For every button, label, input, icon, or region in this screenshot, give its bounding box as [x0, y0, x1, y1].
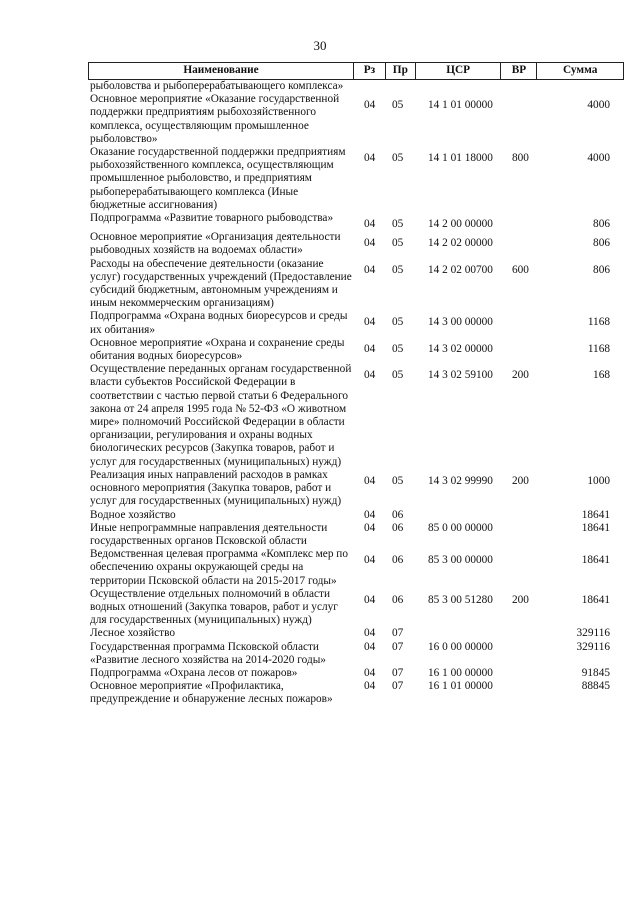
- row-rz: 04: [364, 369, 376, 382]
- row-rz: 04: [364, 152, 376, 165]
- row-vr: [502, 93, 538, 146]
- row-name: Осуществление отдельных полномочий в области водных отношений (Закупка товаров, работ и услуг для государственных (муниципальных) нужд): [90, 587, 338, 627]
- row-name: Расходы на обеспечение деятельности (оказание услуг) государственных учреждений (Предоставление субсидий бюджетным, автономным учреждениям и иным некоммерческим организациям): [90, 257, 352, 310]
- row-csr: 14 2 02 00700: [428, 263, 493, 276]
- row-csr: [416, 509, 502, 522]
- row-sum: 18641: [581, 593, 610, 606]
- row-sum: 806: [593, 237, 610, 250]
- row-pr: 05: [392, 342, 404, 355]
- row-sum: 4000: [587, 99, 610, 112]
- row-rz: 04: [364, 521, 376, 534]
- row-pr: [386, 80, 416, 93]
- row-name: Подпрограмма «Развитие товарного рыбоводства»: [90, 212, 334, 225]
- row-csr: 85 3 00 51280: [428, 593, 493, 606]
- row-vr: [502, 80, 538, 93]
- table-row: [88, 667, 624, 680]
- table-header: [88, 62, 624, 80]
- row-rz: 04: [364, 342, 376, 355]
- row-pr: 05: [392, 316, 404, 329]
- row-rz: 04: [364, 508, 376, 521]
- row-sum: 168: [593, 369, 610, 382]
- row-rz: 04: [364, 263, 376, 276]
- row-vr: [502, 667, 538, 680]
- row-name: Реализация иных направлений расходов в рамках основного мероприятия (Закупка товаров, работ и услуг для государственных (муниципальных) нужд): [90, 468, 342, 508]
- row-vr: 800: [512, 152, 529, 165]
- row-pr: 07: [392, 666, 404, 679]
- row-name: рыболовства и рыбоперерабатывающего комплекса»: [90, 80, 344, 92]
- header-csr: ЦСР: [416, 63, 502, 79]
- row-csr: [416, 627, 502, 640]
- table-row: [88, 231, 624, 257]
- table-row: [88, 337, 624, 363]
- row-sum: 1168: [587, 316, 610, 329]
- row-rz: 04: [364, 218, 376, 231]
- row-sum: 18641: [581, 554, 610, 567]
- table-row: [88, 509, 624, 522]
- row-rz: 04: [364, 99, 376, 112]
- header-rz: Рз: [354, 63, 386, 79]
- row-name: Основное мероприятие «Оказание государственной поддержки предприятиям рыбохозяйственного комплекса, осуществляющим промышленное рыболовство»: [90, 93, 340, 145]
- row-csr: 16 0 00 00000: [428, 640, 493, 653]
- row-sum: 18641: [581, 521, 610, 534]
- row-name: Ведомственная целевая программа «Комплекс мер по обеспечению охраны окружающей среды на территории Псковской области на 2015-2017 годы»: [90, 548, 348, 587]
- row-sum: [538, 80, 624, 93]
- row-name: Оказание государственной поддержки предприятиям рыбохозяйственного комплекса, осуществляющим промышленное рыболовство, и предприятиям рыбоперерабатывающего комплекса (Иные бюджетные ассигнования): [90, 146, 346, 211]
- row-pr: 06: [392, 508, 404, 521]
- row-vr: [502, 522, 538, 548]
- table-row: [88, 680, 624, 706]
- row-name: Подпрограмма «Охрана водных биоресурсов и среды их обитания»: [90, 310, 348, 336]
- table-row: [88, 258, 624, 311]
- budget-table: [88, 62, 624, 707]
- row-sum: 1168: [587, 342, 610, 355]
- table-row: [88, 93, 624, 146]
- row-pr: 06: [392, 521, 404, 534]
- row-rz: 04: [364, 593, 376, 606]
- row-rz: 04: [364, 666, 376, 679]
- row-pr: 05: [392, 152, 404, 165]
- row-vr: [502, 310, 538, 336]
- header-vr: ВР: [501, 63, 537, 79]
- row-sum: 806: [593, 218, 610, 231]
- table-row: [88, 310, 624, 336]
- row-pr: 05: [392, 369, 404, 382]
- row-vr: [502, 548, 538, 588]
- row-csr: [416, 80, 502, 93]
- row-sum: 329116: [576, 640, 610, 653]
- row-vr: 200: [512, 369, 529, 382]
- row-name: Лесное хозяйство: [90, 627, 175, 640]
- row-name: Основное мероприятие «Охрана и сохранение среды обитания водных биоресурсов»: [90, 336, 345, 363]
- row-vr: [502, 680, 538, 706]
- row-pr: 07: [392, 640, 404, 653]
- row-vr: 200: [512, 593, 529, 606]
- row-pr: 05: [392, 474, 404, 487]
- row-pr: 07: [392, 680, 404, 693]
- row-rz: 04: [364, 680, 376, 693]
- row-sum: 88845: [581, 680, 610, 693]
- row-csr: 14 3 00 00000: [428, 316, 493, 329]
- row-name: Государственная программа Псковской области «Развитие лесного хозяйства на 2014-2020 годы»: [90, 640, 326, 666]
- row-sum: 1000: [587, 474, 610, 487]
- row-sum: 329116: [576, 627, 610, 640]
- row-sum: 806: [593, 263, 610, 276]
- row-pr: 05: [392, 263, 404, 276]
- table-row: [88, 588, 624, 628]
- row-pr: 05: [392, 237, 404, 250]
- row-rz: 04: [364, 474, 376, 487]
- row-sum: 4000: [587, 152, 610, 165]
- row-vr: [502, 337, 538, 363]
- row-name: Водное хозяйство: [90, 508, 176, 521]
- row-csr: 14 1 01 00000: [428, 99, 493, 112]
- header-name: Наименование: [89, 63, 354, 79]
- row-pr: 06: [392, 593, 404, 606]
- row-rz: 04: [364, 554, 376, 567]
- table-row: [88, 627, 624, 640]
- row-vr: 600: [512, 263, 529, 276]
- row-vr: [502, 509, 538, 522]
- row-csr: 16 1 00 00000: [428, 666, 493, 679]
- row-sum: 18641: [581, 508, 610, 521]
- row-rz: 04: [364, 316, 376, 329]
- header-pr: Пр: [386, 63, 416, 79]
- row-name: Основное мероприятие «Организация деятельности рыбоводных хозяйств на водоемах области»: [90, 231, 341, 257]
- row-pr: 06: [392, 554, 404, 567]
- row-csr: 14 2 00 00000: [428, 218, 493, 231]
- table-row: [88, 80, 624, 93]
- row-pr: 05: [392, 99, 404, 112]
- row-csr: 14 2 02 00000: [428, 237, 493, 250]
- row-vr: [502, 231, 538, 257]
- page-number: 30: [313, 38, 327, 53]
- row-csr: 14 3 02 99990: [428, 474, 493, 487]
- row-vr: 200: [512, 474, 529, 487]
- table-row: [88, 146, 624, 212]
- row-rz: [354, 80, 386, 93]
- row-csr: 14 3 02 59100: [428, 369, 493, 382]
- row-vr: [502, 627, 538, 640]
- table-row: [88, 641, 624, 667]
- table-row: [88, 522, 624, 548]
- row-vr: [502, 212, 538, 231]
- row-csr: 85 3 00 00000: [428, 554, 493, 567]
- row-name: Иные непрограммные направления деятельности государственных органов Псковской области: [90, 521, 328, 547]
- row-name: Осуществление переданных органам государственной власти субъектов Российской Федерации в соответствии с частью первой статьи 6 Федерального закона от 24 апреля 1995 года № 52-ФЗ «О животном мире» полномочий Российской Федерации в области организации, регулирования и охраны водных биологических ресурсов (Закупка товаров, работ и услуг для государственных (муниципальных) нужд): [90, 363, 352, 468]
- row-vr: [502, 641, 538, 667]
- row-sum: 91845: [581, 666, 610, 679]
- table-row: [88, 212, 624, 231]
- row-rz: 04: [364, 627, 376, 640]
- row-pr: 05: [392, 218, 404, 231]
- table-row: [88, 548, 624, 588]
- table-row: [88, 469, 624, 509]
- row-csr: 16 1 01 00000: [428, 680, 493, 693]
- header-sum: Сумма: [563, 64, 598, 76]
- row-csr: 14 3 02 00000: [428, 342, 493, 355]
- row-name: Основное мероприятие «Профилактика, предупреждение и обнаружение лесных пожаров»: [90, 680, 333, 706]
- row-pr: 07: [392, 627, 404, 640]
- table-body: [88, 80, 624, 707]
- row-csr: 85 0 00 00000: [428, 521, 493, 534]
- row-name: Подпрограмма «Охрана лесов от пожаров»: [90, 666, 298, 679]
- row-csr: 14 1 01 18000: [428, 152, 493, 165]
- row-rz: 04: [364, 640, 376, 653]
- table-row: [88, 363, 624, 469]
- row-rz: 04: [364, 237, 376, 250]
